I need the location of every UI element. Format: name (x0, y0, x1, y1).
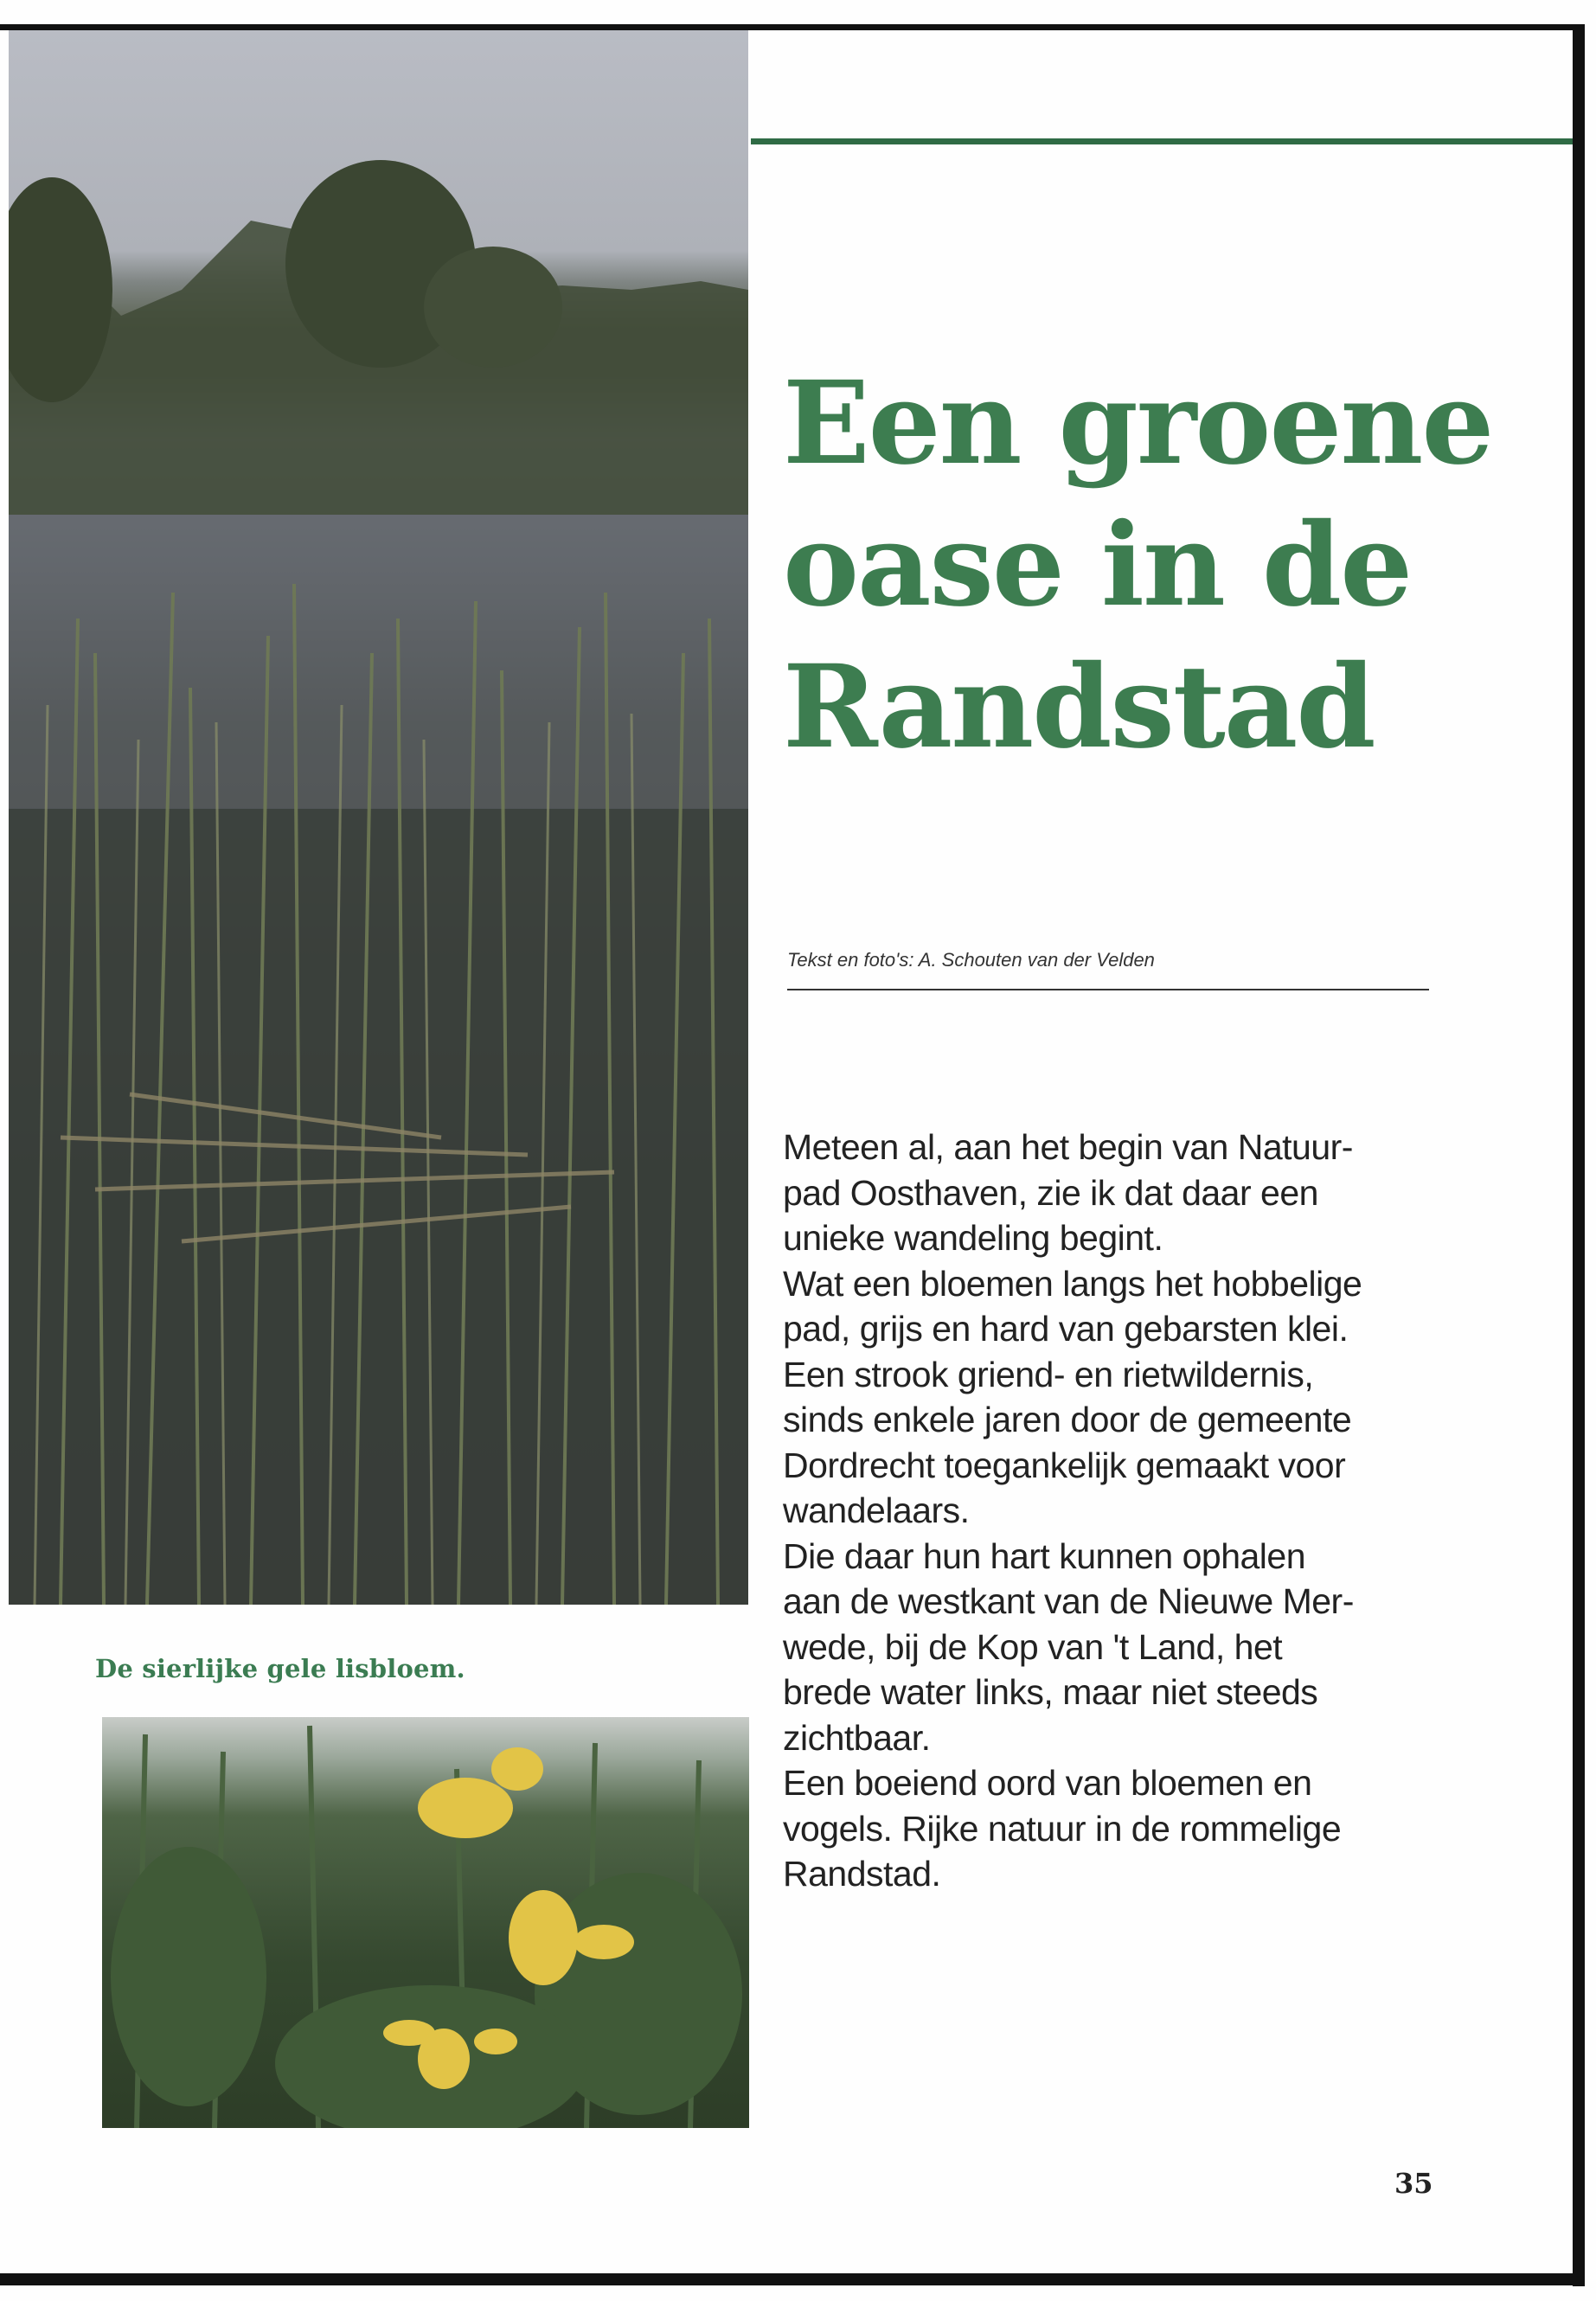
author-credit: Tekst en foto's: A. Schouten van der Velden (787, 949, 1155, 971)
credit-rule (787, 989, 1429, 990)
body-line: sinds enkele jaren door de gemeente (783, 1400, 1352, 1439)
body-line: Een boeiend oord van bloemen en (783, 1763, 1312, 1803)
page-border-top (0, 24, 1585, 30)
body-line: pad, grijs en hard van gebarsten klei. (783, 1309, 1349, 1349)
yellow-iris-illustration (102, 1717, 749, 2128)
page-number: 35 (1394, 2167, 1433, 2200)
title-rule (751, 138, 1573, 144)
title-line-1: Een groene (783, 356, 1493, 490)
body-line: zichtbaar. (783, 1717, 931, 1758)
body-line: Meteen al, aan het begin van Natuur- (783, 1127, 1353, 1167)
body-line: wandelaars. (783, 1490, 970, 1530)
article-body (783, 1125, 1440, 1897)
body-line: pad Oosthaven, zie ik dat daar een (783, 1172, 1318, 1213)
reed-lake-illustration (9, 30, 748, 1605)
reed-lake-photo (9, 30, 748, 1605)
body-line: aan de westkant van de Nieuwe Mer- (783, 1581, 1354, 1621)
page-border-bottom (0, 2273, 1585, 2285)
body-line: Dordrecht toegankelijk gemaakt voor (783, 1445, 1346, 1485)
photo-caption: De sierlijke gele lisbloem. (95, 1654, 465, 1683)
body-line: unieke wandeling begint. (783, 1218, 1163, 1258)
title-line-2: oase in de (783, 498, 1412, 632)
body-line: wede, bij de Kop van 't Land, het (783, 1626, 1283, 1667)
title-line-3: Randstad (783, 640, 1375, 774)
body-line: Een strook griend- en rietwildernis, (783, 1354, 1314, 1394)
yellow-iris-photo (102, 1717, 749, 2128)
page-border-right (1573, 24, 1585, 2286)
article-title (783, 353, 1544, 779)
body-line: brede water links, maar niet steeds (783, 1672, 1318, 1712)
body-line: Randstad. (783, 1854, 941, 1894)
body-line: vogels. Rijke natuur in de rommelige (783, 1808, 1342, 1849)
body-line: Die daar hun hart kunnen ophalen (783, 1535, 1306, 1576)
body-line: Wat een bloemen langs het hobbelige (783, 1263, 1362, 1304)
